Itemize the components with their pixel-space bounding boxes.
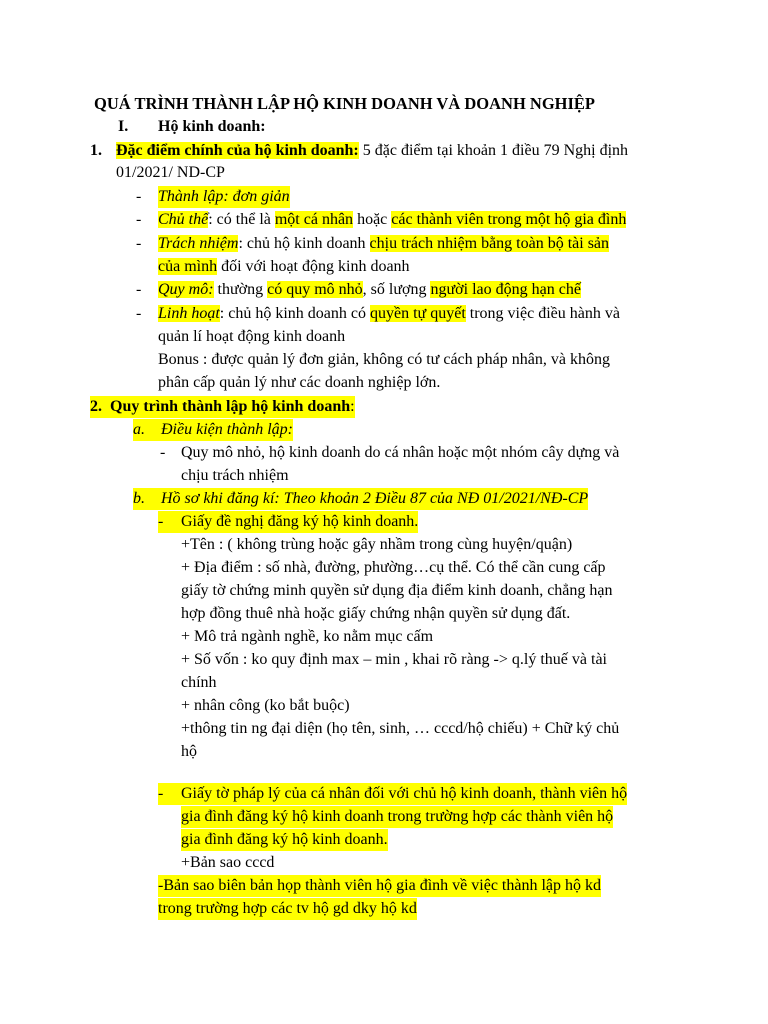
- doc2-line: Giấy tờ pháp lý của cá nhân đối với chủ hộ kinh doanh, thành viên hộ: [181, 783, 627, 805]
- bonus-line2: phân cấp quản lý như các doanh nghiệp lớn.: [158, 374, 441, 391]
- section-i-number: I.: [118, 118, 129, 135]
- section-i-label: Hộ kinh doanh:: [158, 118, 266, 135]
- item-1-label: Đặc điểm chính của hộ kinh doanh:: [116, 142, 359, 159]
- doc1-line: hợp đồng thuê nhà hoặc giấy chứng nhận quyền sử dụng đất.: [181, 605, 571, 622]
- doc1-line: + Số vốn : ko quy định max – min , khai rõ ràng -> q.lý thuế và tài: [181, 651, 607, 668]
- feature-linh-hoat: [158, 303, 620, 325]
- bonus-line1: Bonus : được quản lý đơn giản, không có tư cách pháp nhân, và không: [158, 351, 610, 368]
- doc1-line: +thông tin ng đại diện (họ tên, sinh, … cccd/hộ chiếu) + Chữ ký chủ: [181, 720, 620, 737]
- doc2-copy: +Bản sao cccd: [181, 854, 275, 871]
- doc1-label: Giấy đề nghị đăng ký hộ kinh doanh.: [181, 511, 418, 533]
- sub-b-number: b.: [133, 490, 145, 507]
- item-2-line: [90, 396, 355, 418]
- sub-b-label: Hồ sơ khi đăng kí: Theo khoản 2 Điều 87 của NĐ 01/2021/NĐ-CP: [161, 490, 589, 507]
- feature-highlight: của mình: [158, 258, 218, 275]
- doc1-line: hộ: [181, 743, 197, 760]
- feature-term: Chủ thể: [158, 211, 209, 228]
- feature-highlight: chịu trách nhiệm bằng toàn bộ tài sản: [369, 235, 610, 252]
- feature-highlight: các thành viên trong một hộ gia đình: [391, 211, 627, 228]
- feature-thanh-lap: [158, 186, 290, 208]
- feature-highlight: một cá nhân: [274, 211, 354, 228]
- feature-linh-hoat-line2: quản lí hoạt động kinh doanh: [158, 328, 346, 345]
- item-2-colon: :: [350, 398, 355, 415]
- feature-term: Trách nhiệm: [158, 235, 239, 252]
- feature-term: Linh hoạt: [158, 305, 220, 322]
- dash-bullet: -: [136, 281, 142, 298]
- feature-text: thường: [213, 281, 268, 298]
- doc2-line: gia đình đăng ký hộ kinh doanh trong trường hợp các thành viên hộ: [181, 806, 613, 828]
- condition-line2: chịu trách nhiệm: [181, 467, 289, 484]
- dash-bullet: -: [158, 783, 181, 805]
- item-2-label: Quy trình thành lập hộ kinh doanh: [110, 398, 351, 415]
- feature-chu-the: [158, 209, 626, 231]
- item-1-number: 1.: [90, 142, 102, 159]
- feature-highlight: quyền tự quyết: [370, 305, 466, 322]
- feature-term: Thành lập:: [158, 188, 229, 205]
- feature-text: hoặc: [353, 211, 392, 228]
- feature-trach-nhiem: [158, 233, 609, 255]
- feature-trach-nhiem-line2: [158, 256, 410, 278]
- feature-text: : chủ hộ kinh doanh: [238, 235, 370, 252]
- item-1-rest: 5 đặc điểm tại khoản 1 điều 79 Nghị định: [358, 142, 629, 159]
- feature-text: : có thể là: [208, 211, 275, 228]
- sub-a-number: a.: [133, 421, 145, 438]
- doc2-minutes-line1: -Bản sao biên bản họp thành viên hộ gia đình về việc thành lập hộ kd: [158, 875, 601, 897]
- doc2-line: gia đình đăng ký hộ kinh doanh.: [181, 829, 388, 851]
- item-1-line: [116, 140, 628, 162]
- feature-quy-mo: [158, 279, 581, 301]
- item-2-number: 2.: [90, 398, 102, 415]
- doc1-line: giấy tờ chứng minh quyền sử dụng địa điểm kinh doanh, chẳng hạn: [181, 582, 613, 599]
- dash-bullet: -: [136, 211, 142, 228]
- feature-text: : chủ hộ kinh doanh có: [219, 305, 370, 322]
- dash-bullet: -: [136, 235, 142, 252]
- doc1-line: + nhân công (ko bắt buộc): [181, 697, 350, 714]
- sub-b-line: [133, 488, 588, 510]
- doc2-minutes-line2: trong trường hợp các tv hộ gd dky hộ kd: [158, 898, 417, 920]
- dash-bullet: -: [158, 511, 181, 533]
- sub-a-label: Điều kiện thành lập:: [161, 421, 293, 438]
- doc1-line: chính: [181, 674, 217, 691]
- feature-text: trong việc điều hành và: [465, 305, 620, 322]
- feature-highlight: có quy mô nhỏ: [267, 281, 363, 298]
- dash-bullet: -: [136, 188, 142, 205]
- feature-text: đối với hoạt động kinh doanh: [217, 258, 410, 275]
- feature-highlight: người lao động hạn chế: [430, 281, 581, 298]
- doc1-line: + Địa điểm : số nhà, đường, phường…cụ thể. Có thể cần cung cấp: [181, 559, 606, 576]
- item-1-line2: 01/2021/ ND-CP: [116, 164, 225, 181]
- condition-line1: Quy mô nhỏ, hộ kinh doanh do cá nhân hoặc một nhóm cây dựng và: [181, 444, 620, 461]
- feature-text: đơn giản: [228, 188, 290, 205]
- feature-text: , số lượng: [362, 281, 431, 298]
- feature-term: Quy mô:: [158, 281, 214, 298]
- dash-bullet: -: [136, 305, 142, 322]
- sub-a-line: [133, 419, 293, 441]
- dash-bullet: -: [160, 444, 166, 461]
- document-title: QUÁ TRÌNH THÀNH LẬP HỘ KINH DOANH VÀ DOANH NGHIỆP: [94, 94, 596, 113]
- doc1-line: + Mô trả ngành nghề, ko nằm mục cấm: [181, 628, 434, 645]
- doc1-line: +Tên : ( không trùng hoặc gây nhầm trong cùng huyện/quận): [181, 536, 573, 553]
